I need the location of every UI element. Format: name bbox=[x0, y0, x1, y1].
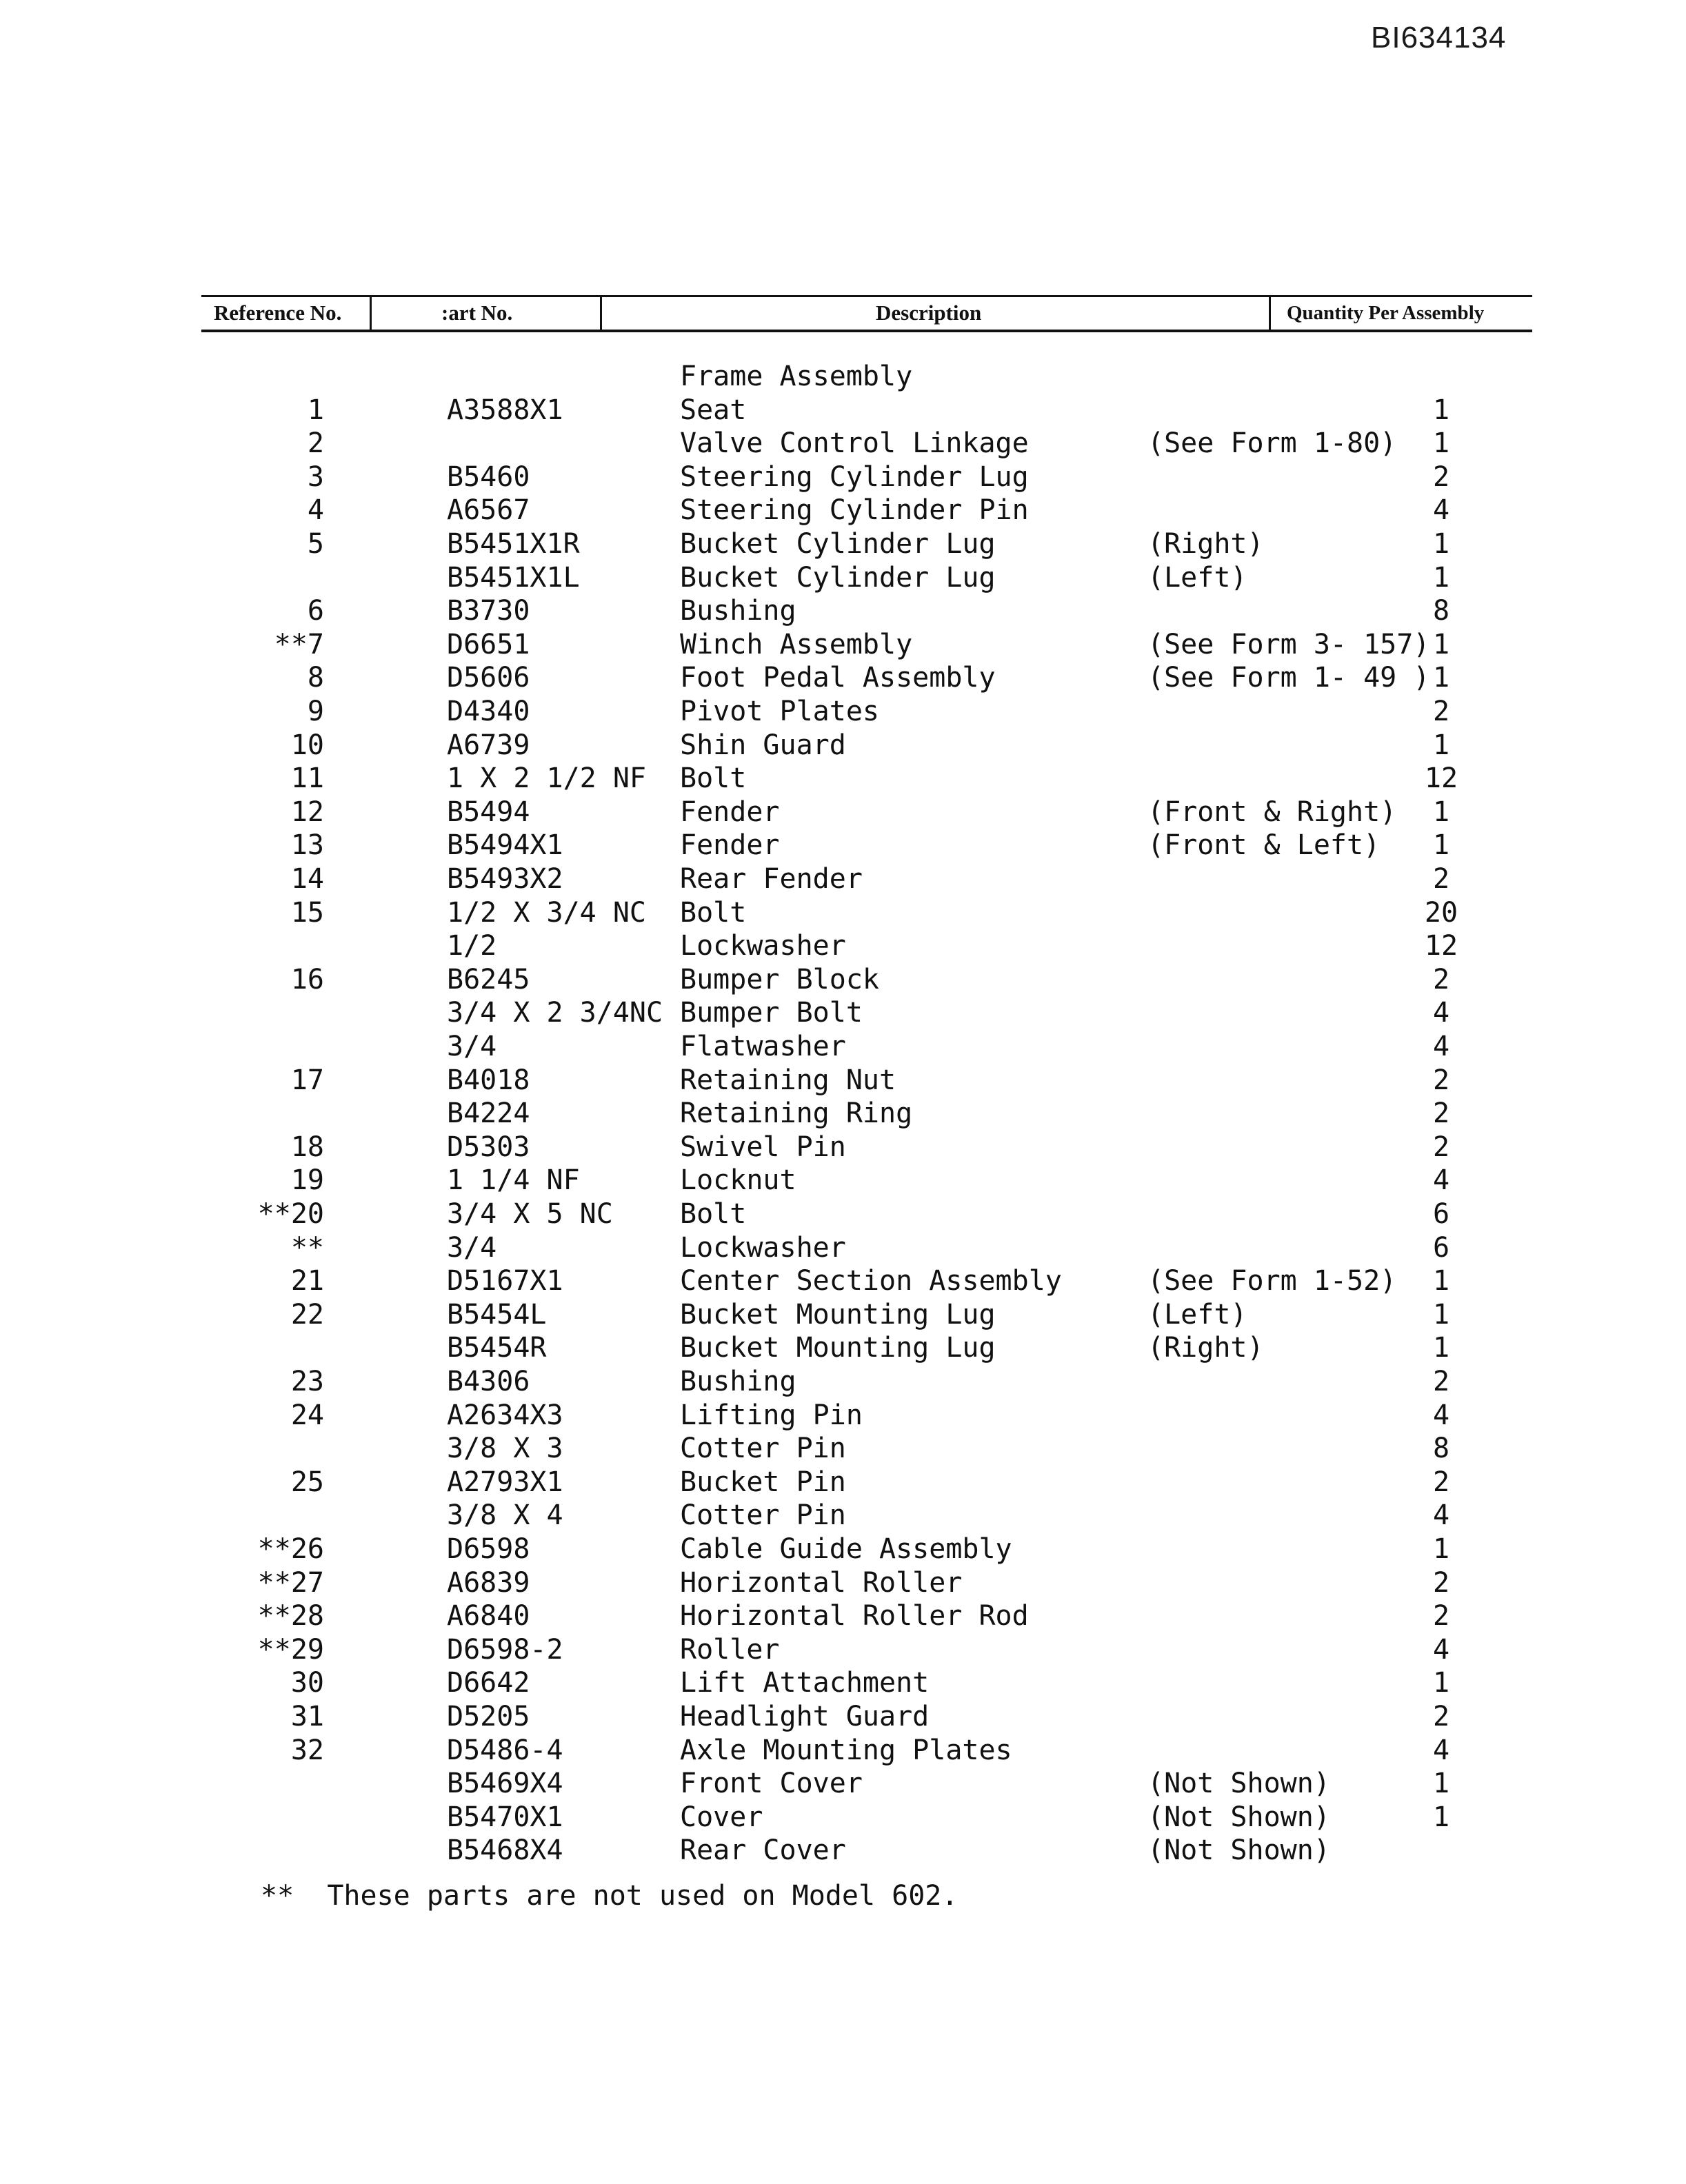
table-row bbox=[0, 862, 1686, 896]
description-cell: Flatwasher bbox=[680, 1031, 846, 1062]
reference-no-cell: 22 bbox=[290, 1299, 324, 1331]
reference-no-cell: 2 bbox=[307, 427, 324, 459]
quantity-cell: 2 bbox=[1432, 863, 1450, 895]
quantity-cell: 2 bbox=[1432, 1064, 1450, 1096]
description-cell: Axle Mounting Plates bbox=[680, 1735, 1012, 1766]
quantity-cell: 1 bbox=[1432, 829, 1450, 861]
quantity-cell: 12 bbox=[1424, 930, 1458, 962]
quantity-cell: 1 bbox=[1432, 729, 1450, 761]
table-row bbox=[0, 796, 1686, 829]
part-no-cell: D6598-2 bbox=[447, 1634, 563, 1666]
reference-no-cell: 30 bbox=[290, 1667, 324, 1699]
table-row bbox=[0, 996, 1686, 1029]
description-cell: Lifting Pin bbox=[680, 1399, 863, 1431]
note-cell: (See Form 1-52) bbox=[1147, 1265, 1397, 1297]
reference-no-cell: 21 bbox=[290, 1265, 324, 1297]
quantity-cell: 1 bbox=[1432, 1768, 1450, 1799]
table-row bbox=[0, 829, 1686, 862]
description-cell: Winch Assembly bbox=[680, 629, 913, 660]
quantity-cell: 4 bbox=[1432, 1164, 1450, 1196]
table-row bbox=[0, 1432, 1686, 1465]
description-cell: Bolt bbox=[680, 897, 747, 929]
reference-no-cell: **27 bbox=[257, 1567, 324, 1599]
description-cell: Seat bbox=[680, 394, 747, 426]
part-no-cell: B3730 bbox=[447, 595, 530, 627]
quantity-cell: 2 bbox=[1432, 1131, 1450, 1163]
table-row bbox=[0, 963, 1686, 996]
description-cell: Bucket Mounting Lug bbox=[680, 1332, 996, 1364]
reference-no-cell: 10 bbox=[290, 729, 324, 761]
description-cell: Frame Assembly bbox=[680, 361, 913, 392]
table-row bbox=[0, 762, 1686, 795]
part-no-cell: D4340 bbox=[447, 696, 530, 727]
description-cell: Bushing bbox=[680, 595, 796, 627]
table-row bbox=[0, 1666, 1686, 1699]
quantity-cell: 1 bbox=[1432, 1265, 1450, 1297]
part-no-cell: B5454L bbox=[447, 1299, 547, 1331]
table-row bbox=[0, 1533, 1686, 1566]
description-cell: Swivel Pin bbox=[680, 1131, 846, 1163]
description-cell: Horizontal Roller Rod bbox=[680, 1600, 1029, 1632]
part-no-cell: 3/8 X 4 bbox=[447, 1499, 563, 1531]
reference-no-cell: 18 bbox=[290, 1131, 324, 1163]
quantity-cell: 2 bbox=[1432, 964, 1450, 995]
header-quantity: Quantity Per Assembly bbox=[1287, 302, 1485, 324]
quantity-cell: 1 bbox=[1432, 1667, 1450, 1699]
quantity-cell: 2 bbox=[1432, 461, 1450, 493]
part-no-cell: 3/4 X 5 NC bbox=[447, 1198, 613, 1230]
note-cell: (See Form 3- 157) bbox=[1147, 629, 1430, 660]
part-no-cell: B5460 bbox=[447, 461, 530, 493]
table-row bbox=[0, 1331, 1686, 1364]
table-row bbox=[0, 1599, 1686, 1632]
part-no-cell: B5494 bbox=[447, 796, 530, 828]
table-row bbox=[0, 628, 1686, 661]
quantity-cell: 4 bbox=[1432, 1735, 1450, 1766]
description-cell: Retaining Nut bbox=[680, 1064, 896, 1096]
reference-no-cell: 14 bbox=[290, 863, 324, 895]
description-cell: Lockwasher bbox=[680, 930, 846, 962]
table-row bbox=[0, 561, 1686, 594]
description-cell: Roller bbox=[680, 1634, 780, 1666]
quantity-cell: 8 bbox=[1432, 1433, 1450, 1464]
header-description: Description bbox=[876, 301, 982, 325]
description-cell: Bumper Bolt bbox=[680, 997, 863, 1029]
part-no-cell: A3588X1 bbox=[447, 394, 563, 426]
part-no-cell: 1/2 bbox=[447, 930, 497, 962]
description-cell: Steering Cylinder Pin bbox=[680, 494, 1029, 526]
part-no-cell: B6245 bbox=[447, 964, 530, 995]
description-cell: Bucket Cylinder Lug bbox=[680, 562, 996, 594]
table-row bbox=[0, 427, 1686, 460]
part-no-cell: 1/2 X 3/4 NC bbox=[447, 897, 646, 929]
reference-no-cell: 23 bbox=[290, 1366, 324, 1397]
reference-no-cell: **28 bbox=[257, 1600, 324, 1632]
table-row bbox=[0, 729, 1686, 762]
quantity-cell: 1 bbox=[1432, 562, 1450, 594]
quantity-cell: 8 bbox=[1432, 595, 1450, 627]
table-row bbox=[0, 1466, 1686, 1499]
description-cell: Bumper Block bbox=[680, 964, 879, 995]
description-cell: Bolt bbox=[680, 762, 747, 794]
header-divider bbox=[1269, 295, 1271, 330]
table-row bbox=[0, 1298, 1686, 1331]
part-no-cell: D5205 bbox=[447, 1701, 530, 1732]
part-no-cell: D5303 bbox=[447, 1131, 530, 1163]
reference-no-cell: 31 bbox=[290, 1701, 324, 1732]
part-no-cell: B5469X4 bbox=[447, 1768, 563, 1799]
table-row bbox=[0, 1700, 1686, 1733]
part-no-cell: D5606 bbox=[447, 662, 530, 694]
part-no-cell: 1 1/4 NF bbox=[447, 1164, 580, 1196]
reference-no-cell: 25 bbox=[290, 1466, 324, 1498]
quantity-cell: 1 bbox=[1432, 662, 1450, 694]
description-cell: Bucket Cylinder Lug bbox=[680, 528, 996, 560]
description-cell: Headlight Guard bbox=[680, 1701, 930, 1732]
reference-no-cell: 13 bbox=[290, 829, 324, 861]
reference-no-cell: 8 bbox=[307, 662, 324, 694]
description-cell: Rear Cover bbox=[680, 1834, 846, 1866]
note-cell: (Not Shown) bbox=[1147, 1801, 1330, 1833]
quantity-cell: 12 bbox=[1424, 762, 1458, 794]
description-cell: Fender bbox=[680, 829, 780, 861]
reference-no-cell: 3 bbox=[307, 461, 324, 493]
description-cell: Locknut bbox=[680, 1164, 796, 1196]
note-cell: (See Form 1- 49 ) bbox=[1147, 662, 1430, 694]
table-row bbox=[0, 1801, 1686, 1834]
table-row bbox=[0, 594, 1686, 627]
header-top-rule bbox=[201, 295, 1532, 297]
reference-no-cell: 6 bbox=[307, 595, 324, 627]
table-row bbox=[0, 1566, 1686, 1599]
part-no-cell: A6839 bbox=[447, 1567, 530, 1599]
part-no-cell: 3/8 X 3 bbox=[447, 1433, 563, 1464]
quantity-cell: 2 bbox=[1432, 1466, 1450, 1498]
quantity-cell: 2 bbox=[1432, 1366, 1450, 1397]
reference-no-cell: 1 bbox=[307, 394, 324, 426]
part-no-cell: B5451X1R bbox=[447, 528, 580, 560]
header-divider bbox=[370, 295, 372, 330]
header-reference-no: Reference No. bbox=[214, 301, 342, 325]
part-no-cell: B4224 bbox=[447, 1098, 530, 1129]
table-row bbox=[0, 494, 1686, 527]
description-cell: Cover bbox=[680, 1801, 763, 1833]
part-no-cell: B4018 bbox=[447, 1064, 530, 1096]
description-cell: Front Cover bbox=[680, 1768, 863, 1799]
quantity-cell: 6 bbox=[1432, 1232, 1450, 1264]
description-cell: Cotter Pin bbox=[680, 1499, 846, 1531]
quantity-cell: 1 bbox=[1432, 1332, 1450, 1364]
reference-no-cell: 17 bbox=[290, 1064, 324, 1096]
table-row bbox=[0, 1197, 1686, 1231]
footnote: ** These parts are not used on Model 602. bbox=[261, 1880, 959, 1912]
part-no-cell: B5470X1 bbox=[447, 1801, 563, 1833]
quantity-cell: 4 bbox=[1432, 1399, 1450, 1431]
quantity-cell: 2 bbox=[1432, 696, 1450, 727]
quantity-cell: 1 bbox=[1432, 394, 1450, 426]
part-no-cell: 3/4 bbox=[447, 1232, 497, 1264]
reference-no-cell: **26 bbox=[257, 1533, 324, 1565]
quantity-cell: 4 bbox=[1432, 997, 1450, 1029]
quantity-cell: 2 bbox=[1432, 1098, 1450, 1129]
part-no-cell: D6642 bbox=[447, 1667, 530, 1699]
quantity-cell: 1 bbox=[1432, 427, 1450, 459]
part-no-cell: A6567 bbox=[447, 494, 530, 526]
description-cell: Lockwasher bbox=[680, 1232, 846, 1264]
table-row bbox=[0, 527, 1686, 560]
description-cell: Foot Pedal Assembly bbox=[680, 662, 996, 694]
note-cell: (See Form 1-80) bbox=[1147, 427, 1397, 459]
quantity-cell: 4 bbox=[1432, 1031, 1450, 1062]
header-bottom-rule bbox=[201, 330, 1532, 332]
description-cell: Fender bbox=[680, 796, 780, 828]
table-row bbox=[0, 1365, 1686, 1398]
part-no-cell: B5451X1L bbox=[447, 562, 580, 594]
quantity-cell: 2 bbox=[1432, 1600, 1450, 1632]
description-cell: Steering Cylinder Lug bbox=[680, 461, 1029, 493]
document-id: BI634134 bbox=[1371, 21, 1507, 54]
part-no-cell: A6840 bbox=[447, 1600, 530, 1632]
part-no-cell: D6651 bbox=[447, 629, 530, 660]
reference-no-cell: **29 bbox=[257, 1634, 324, 1666]
table-row bbox=[0, 1064, 1686, 1097]
note-cell: (Left) bbox=[1147, 1299, 1247, 1331]
header-part-no: :art No. bbox=[441, 301, 513, 325]
quantity-cell: 1 bbox=[1432, 796, 1450, 828]
table-row bbox=[0, 461, 1686, 494]
description-cell: Shin Guard bbox=[680, 729, 846, 761]
part-no-cell: B5468X4 bbox=[447, 1834, 563, 1866]
quantity-cell: 1 bbox=[1432, 528, 1450, 560]
description-cell: Cotter Pin bbox=[680, 1433, 846, 1464]
table-row bbox=[0, 1164, 1686, 1197]
table-row bbox=[0, 394, 1686, 427]
quantity-cell: 1 bbox=[1432, 1801, 1450, 1833]
part-no-cell: B5494X1 bbox=[447, 829, 563, 861]
description-cell: Rear Fender bbox=[680, 863, 863, 895]
part-no-cell: D5486-4 bbox=[447, 1735, 563, 1766]
part-no-cell: 3/4 bbox=[447, 1031, 497, 1062]
description-cell: Bolt bbox=[680, 1198, 747, 1230]
table-row bbox=[0, 1499, 1686, 1532]
note-cell: (Right) bbox=[1147, 1332, 1264, 1364]
part-no-cell: 3/4 X 2 3/4NC bbox=[447, 997, 663, 1029]
reference-no-cell: 15 bbox=[290, 897, 324, 929]
table-row bbox=[0, 661, 1686, 694]
description-cell: Bucket Mounting Lug bbox=[680, 1299, 996, 1331]
part-no-cell: D5167X1 bbox=[447, 1265, 563, 1297]
reference-no-cell: **20 bbox=[257, 1198, 324, 1230]
table-row bbox=[0, 929, 1686, 962]
reference-no-cell: 32 bbox=[290, 1735, 324, 1766]
table-row bbox=[0, 1030, 1686, 1063]
table-row bbox=[0, 1097, 1686, 1130]
table-row bbox=[0, 1231, 1686, 1264]
table-row bbox=[0, 1767, 1686, 1800]
part-no-cell: B5454R bbox=[447, 1332, 547, 1364]
reference-no-cell: 9 bbox=[307, 696, 324, 727]
part-no-cell: B5493X2 bbox=[447, 863, 563, 895]
description-cell: Horizontal Roller bbox=[680, 1567, 963, 1599]
note-cell: (Not Shown) bbox=[1147, 1768, 1330, 1799]
reference-no-cell: 16 bbox=[290, 964, 324, 995]
note-cell: (Not Shown) bbox=[1147, 1834, 1330, 1866]
part-no-cell: B4306 bbox=[447, 1366, 530, 1397]
description-cell: Bucket Pin bbox=[680, 1466, 846, 1498]
description-cell: Bushing bbox=[680, 1366, 796, 1397]
part-no-cell: A2634X3 bbox=[447, 1399, 563, 1431]
part-no-cell: A6739 bbox=[447, 729, 530, 761]
reference-no-cell: ** bbox=[290, 1232, 324, 1264]
reference-no-cell: 19 bbox=[290, 1164, 324, 1196]
note-cell: (Front & Left) bbox=[1147, 829, 1381, 861]
note-cell: (Right) bbox=[1147, 528, 1264, 560]
description-cell: Pivot Plates bbox=[680, 696, 879, 727]
quantity-cell: 20 bbox=[1424, 897, 1458, 929]
quantity-cell: 4 bbox=[1432, 1499, 1450, 1531]
part-no-cell: A2793X1 bbox=[447, 1466, 563, 1498]
reference-no-cell: **7 bbox=[274, 629, 324, 660]
description-cell: Retaining Ring bbox=[680, 1098, 913, 1129]
quantity-cell: 1 bbox=[1432, 629, 1450, 660]
description-cell: Valve Control Linkage bbox=[680, 427, 1029, 459]
quantity-cell: 1 bbox=[1432, 1299, 1450, 1331]
quantity-cell: 4 bbox=[1432, 494, 1450, 526]
reference-no-cell: 11 bbox=[290, 762, 324, 794]
quantity-cell: 6 bbox=[1432, 1198, 1450, 1230]
note-cell: (Left) bbox=[1147, 562, 1247, 594]
part-no-cell: D6598 bbox=[447, 1533, 530, 1565]
quantity-cell: 1 bbox=[1432, 1533, 1450, 1565]
description-cell: Lift Attachment bbox=[680, 1667, 930, 1699]
description-cell: Center Section Assembly bbox=[680, 1265, 1062, 1297]
reference-no-cell: 5 bbox=[307, 528, 324, 560]
table-row bbox=[0, 1264, 1686, 1297]
table-row bbox=[0, 896, 1686, 929]
table-row bbox=[0, 1734, 1686, 1767]
part-no-cell: 1 X 2 1/2 NF bbox=[447, 762, 646, 794]
table-row bbox=[0, 1834, 1686, 1867]
table-row bbox=[0, 1633, 1686, 1666]
reference-no-cell: 12 bbox=[290, 796, 324, 828]
quantity-cell: 2 bbox=[1432, 1567, 1450, 1599]
description-cell: Cable Guide Assembly bbox=[680, 1533, 1012, 1565]
header-divider bbox=[600, 295, 602, 330]
table-row bbox=[0, 695, 1686, 728]
table-row bbox=[0, 1131, 1686, 1164]
table-row bbox=[0, 360, 1686, 393]
reference-no-cell: 4 bbox=[307, 494, 324, 526]
quantity-cell: 4 bbox=[1432, 1634, 1450, 1666]
quantity-cell: 2 bbox=[1432, 1701, 1450, 1732]
table-row bbox=[0, 1399, 1686, 1432]
reference-no-cell: 24 bbox=[290, 1399, 324, 1431]
note-cell: (Front & Right) bbox=[1147, 796, 1397, 828]
